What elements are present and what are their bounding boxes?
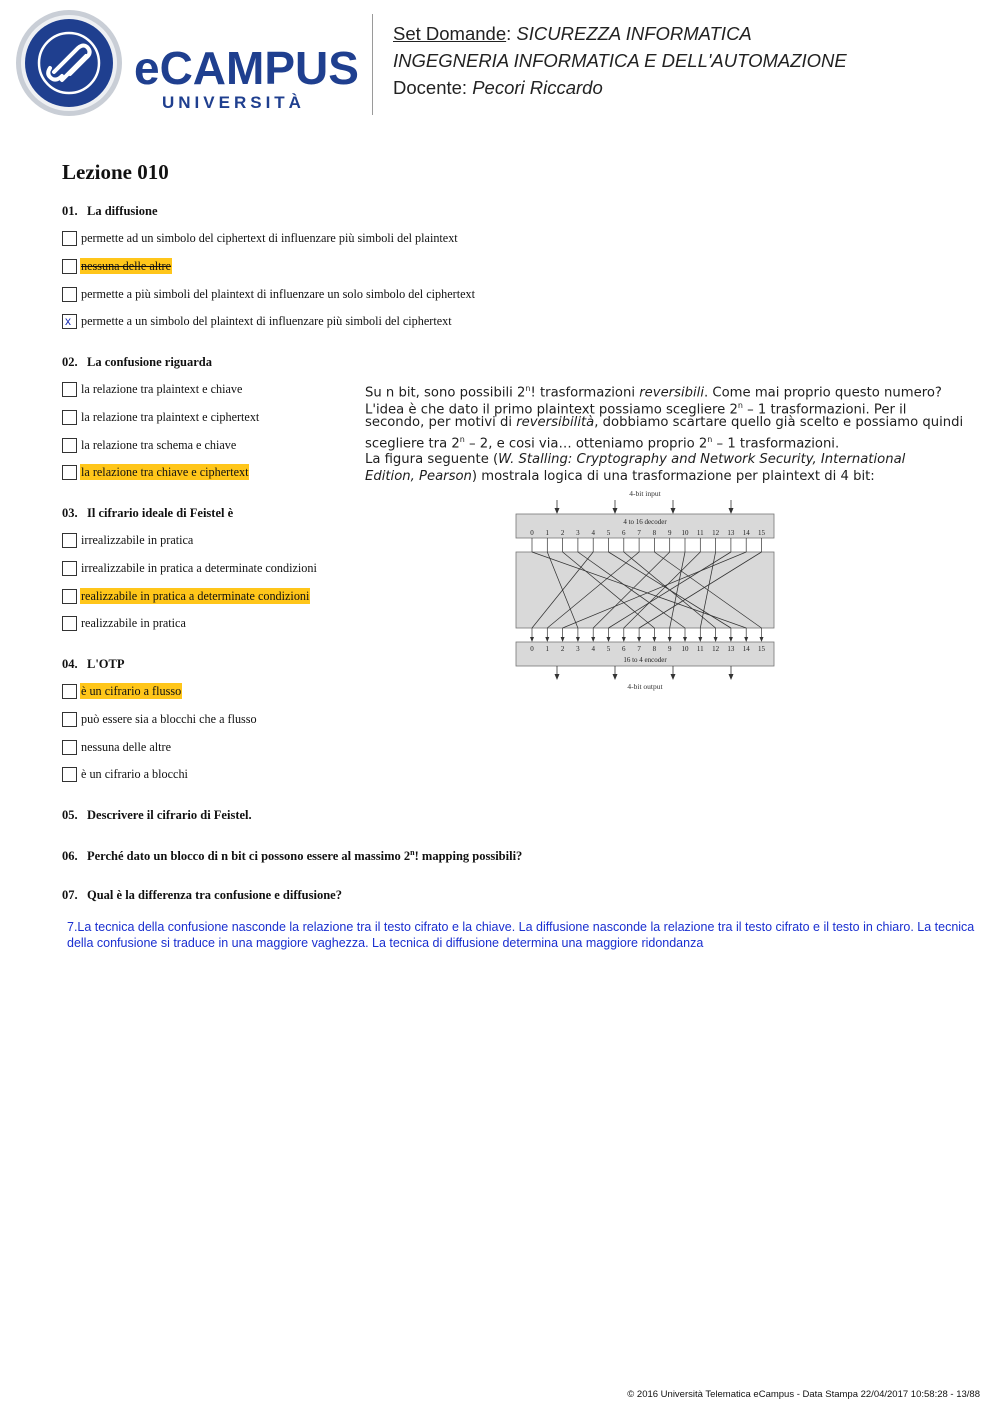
encoder-arrowhead — [668, 637, 672, 642]
output-arrowhead — [613, 674, 618, 680]
header-set-line: Set Domande: SICUREZZA INFORMATICA — [393, 23, 752, 44]
decoder-index-label: 1 — [545, 529, 550, 537]
encoder-index-label: 12 — [712, 645, 720, 653]
checkbox[interactable] — [62, 616, 77, 631]
decoder-index-label: 9 — [667, 529, 672, 537]
encoder-arrowhead — [698, 637, 702, 642]
set-title: SICUREZZA INFORMATICA — [516, 23, 752, 44]
teacher-name: Pecori Riccardo — [472, 77, 603, 98]
answer-text: 7.La tecnica della confusione nasconde la relazione tra il testo cifrato e la chiave. La diffusione nasconde la relazione tra il testo cifrato e il testo in chiaro. La tecnica della confusione si traduce in una maggiore vaghezza. La tecnica di diffusione determina una maggiore ridondanza — [67, 920, 975, 950]
checkbox[interactable] — [62, 287, 77, 302]
checkbox[interactable] — [62, 589, 77, 604]
feistel-substitution-figure — [512, 488, 778, 692]
encoder-index-label: 9 — [667, 645, 672, 653]
ecampus-logo — [14, 10, 359, 120]
input-arrowhead — [729, 508, 734, 514]
decoder-index-label: 10 — [681, 529, 689, 537]
note-line: scegliere tra 2$^n$ – 2, e cosi via… otteniamo proprio 2$^n$ – 1 trasformazioni. — [365, 435, 840, 452]
note-line: Su n bit, sono possibili 2$^n$! trasformazioni reversibili. Come mai proprio questo numero? — [365, 384, 942, 401]
encoder-arrowhead — [576, 637, 580, 642]
question-title: 06. Perché dato un blocco di n bit ci possono essere al massimo 2$^n$! mapping possibili? — [62, 848, 523, 864]
encoder-index-label: 8 — [652, 645, 657, 653]
checkbox[interactable] — [62, 740, 77, 755]
decoder-index-label: 8 — [652, 529, 657, 537]
encoder-arrowhead — [591, 637, 595, 642]
input-arrows — [555, 500, 734, 514]
encoder-index-label: 3 — [576, 645, 580, 653]
output-arrowhead — [729, 674, 734, 680]
encoder-index-label: 14 — [742, 645, 750, 653]
decoder-index-label: 0 — [530, 529, 534, 537]
header-divider — [372, 14, 373, 115]
encoder-index-label: 13 — [727, 645, 735, 653]
encoder-arrowhead — [652, 637, 656, 642]
checkbox[interactable] — [62, 259, 77, 274]
decoder-label: 4 to 16 decoder — [623, 518, 667, 526]
output-arrows — [555, 666, 734, 680]
decoder-index-label: 7 — [637, 529, 641, 537]
decoder-index-label: 15 — [758, 529, 765, 537]
input-arrowhead — [555, 508, 560, 514]
teacher-label: Docente: — [393, 77, 468, 98]
encoder-arrowhead — [622, 637, 626, 642]
note-line: L'idea è che dato il primo plaintext possiamo scegliere 2$^n$ – 1 trasformazioni. Per il — [365, 401, 907, 418]
encoder-index-label: 0 — [530, 645, 534, 653]
encoder-index-label: 2 — [560, 645, 565, 653]
encoder-arrowhead — [744, 637, 748, 642]
encoder-arrowhead — [683, 637, 687, 642]
encoder-arrowhead — [637, 637, 641, 642]
question-title: 07. Qual è la differenza tra confusione e diffusione? — [62, 888, 342, 902]
lesson-title: Lezione 010 — [62, 160, 169, 184]
checkbox-checked[interactable] — [62, 314, 77, 329]
decoder-index-label: 12 — [712, 529, 720, 537]
encoder-arrowhead — [760, 637, 764, 642]
input-arrowhead — [613, 508, 618, 514]
decoder-index-label: 5 — [606, 529, 611, 537]
encoder-index-label: 5 — [606, 645, 611, 653]
encoder-index-label: 10 — [681, 645, 689, 653]
input-label: 4-bit input — [629, 489, 661, 498]
note-line: La figura seguente (W. Stalling: Cryptography and Network Security, International — [365, 452, 906, 467]
course-title: INGEGNERIA INFORMATICA E DELL'AUTOMAZIONE — [393, 50, 847, 71]
input-arrowhead — [671, 508, 676, 514]
question-title: 01. La diffusione — [62, 204, 158, 218]
encoder-label: 16 to 4 encoder — [623, 656, 667, 664]
permutation-box — [516, 552, 774, 628]
teacher-line — [393, 77, 603, 99]
encoder-arrowhead — [607, 637, 611, 642]
checkbox[interactable] — [62, 231, 77, 246]
question-title: 03. Il cifrario ideale di Feistel è — [62, 506, 234, 520]
decoder-index-label: 6 — [622, 529, 626, 537]
checkbox[interactable] — [62, 684, 77, 699]
decoder-index-label: 11 — [696, 529, 704, 537]
decoder-index-label: 14 — [742, 529, 750, 537]
output-arrowhead — [671, 674, 676, 680]
decoder-index-label: 2 — [560, 529, 565, 537]
checkbox[interactable] — [62, 767, 77, 782]
encoder-index-label: 1 — [545, 645, 550, 653]
question-title: 02. La confusione riguarda — [62, 355, 213, 369]
checkbox[interactable] — [62, 465, 77, 480]
page-footer: © 2016 Università Telematica eCampus - Data Stampa 22/04/2017 10:58:28 - 13/88 — [627, 1389, 980, 1400]
checkbox[interactable] — [62, 382, 77, 397]
encoder-index-label: 4 — [591, 645, 595, 653]
encoder-index-label: 6 — [622, 645, 626, 653]
question-title: 05. Descrivere il cifrario di Feistel. — [62, 808, 252, 822]
note-line: secondo, per motivi di reversibilità, dobbiamo scartare quello già scelto e possiamo quindi — [365, 415, 964, 430]
decoder-index-label: 4 — [591, 529, 595, 537]
encoder-index-label: 7 — [637, 645, 641, 653]
decoder-index-label: 3 — [576, 529, 580, 537]
check-mark: x — [65, 314, 71, 328]
checkbox[interactable] — [62, 533, 77, 548]
question-title: 04. L'OTP — [62, 657, 125, 671]
checkbox[interactable] — [62, 561, 77, 576]
checkbox[interactable] — [62, 438, 77, 453]
encoder-arrowhead — [530, 637, 534, 642]
checkbox[interactable] — [62, 712, 77, 727]
encoder-arrowhead — [545, 637, 549, 642]
svg-text:eCAMPUS: eCAMPUS — [134, 42, 359, 94]
encoder-index-label: 11 — [696, 645, 704, 653]
encoder-index-label: 15 — [758, 645, 765, 653]
set-label: Set Domande — [393, 23, 507, 44]
svg-text:UNIVERSITÀ: UNIVERSITÀ — [162, 93, 305, 112]
encoder-arrowhead — [729, 637, 733, 642]
encoder-arrowhead — [714, 637, 718, 642]
encoder-arrowhead — [561, 637, 565, 642]
checkbox[interactable] — [62, 410, 77, 425]
decoder-index-label: 13 — [727, 529, 735, 537]
note-line: Edition, Pearson) mostrala logica di una trasformazione per plaintext di 4 bit: — [365, 469, 875, 484]
output-arrowhead — [555, 674, 560, 680]
output-label: 4-bit output — [627, 682, 663, 691]
